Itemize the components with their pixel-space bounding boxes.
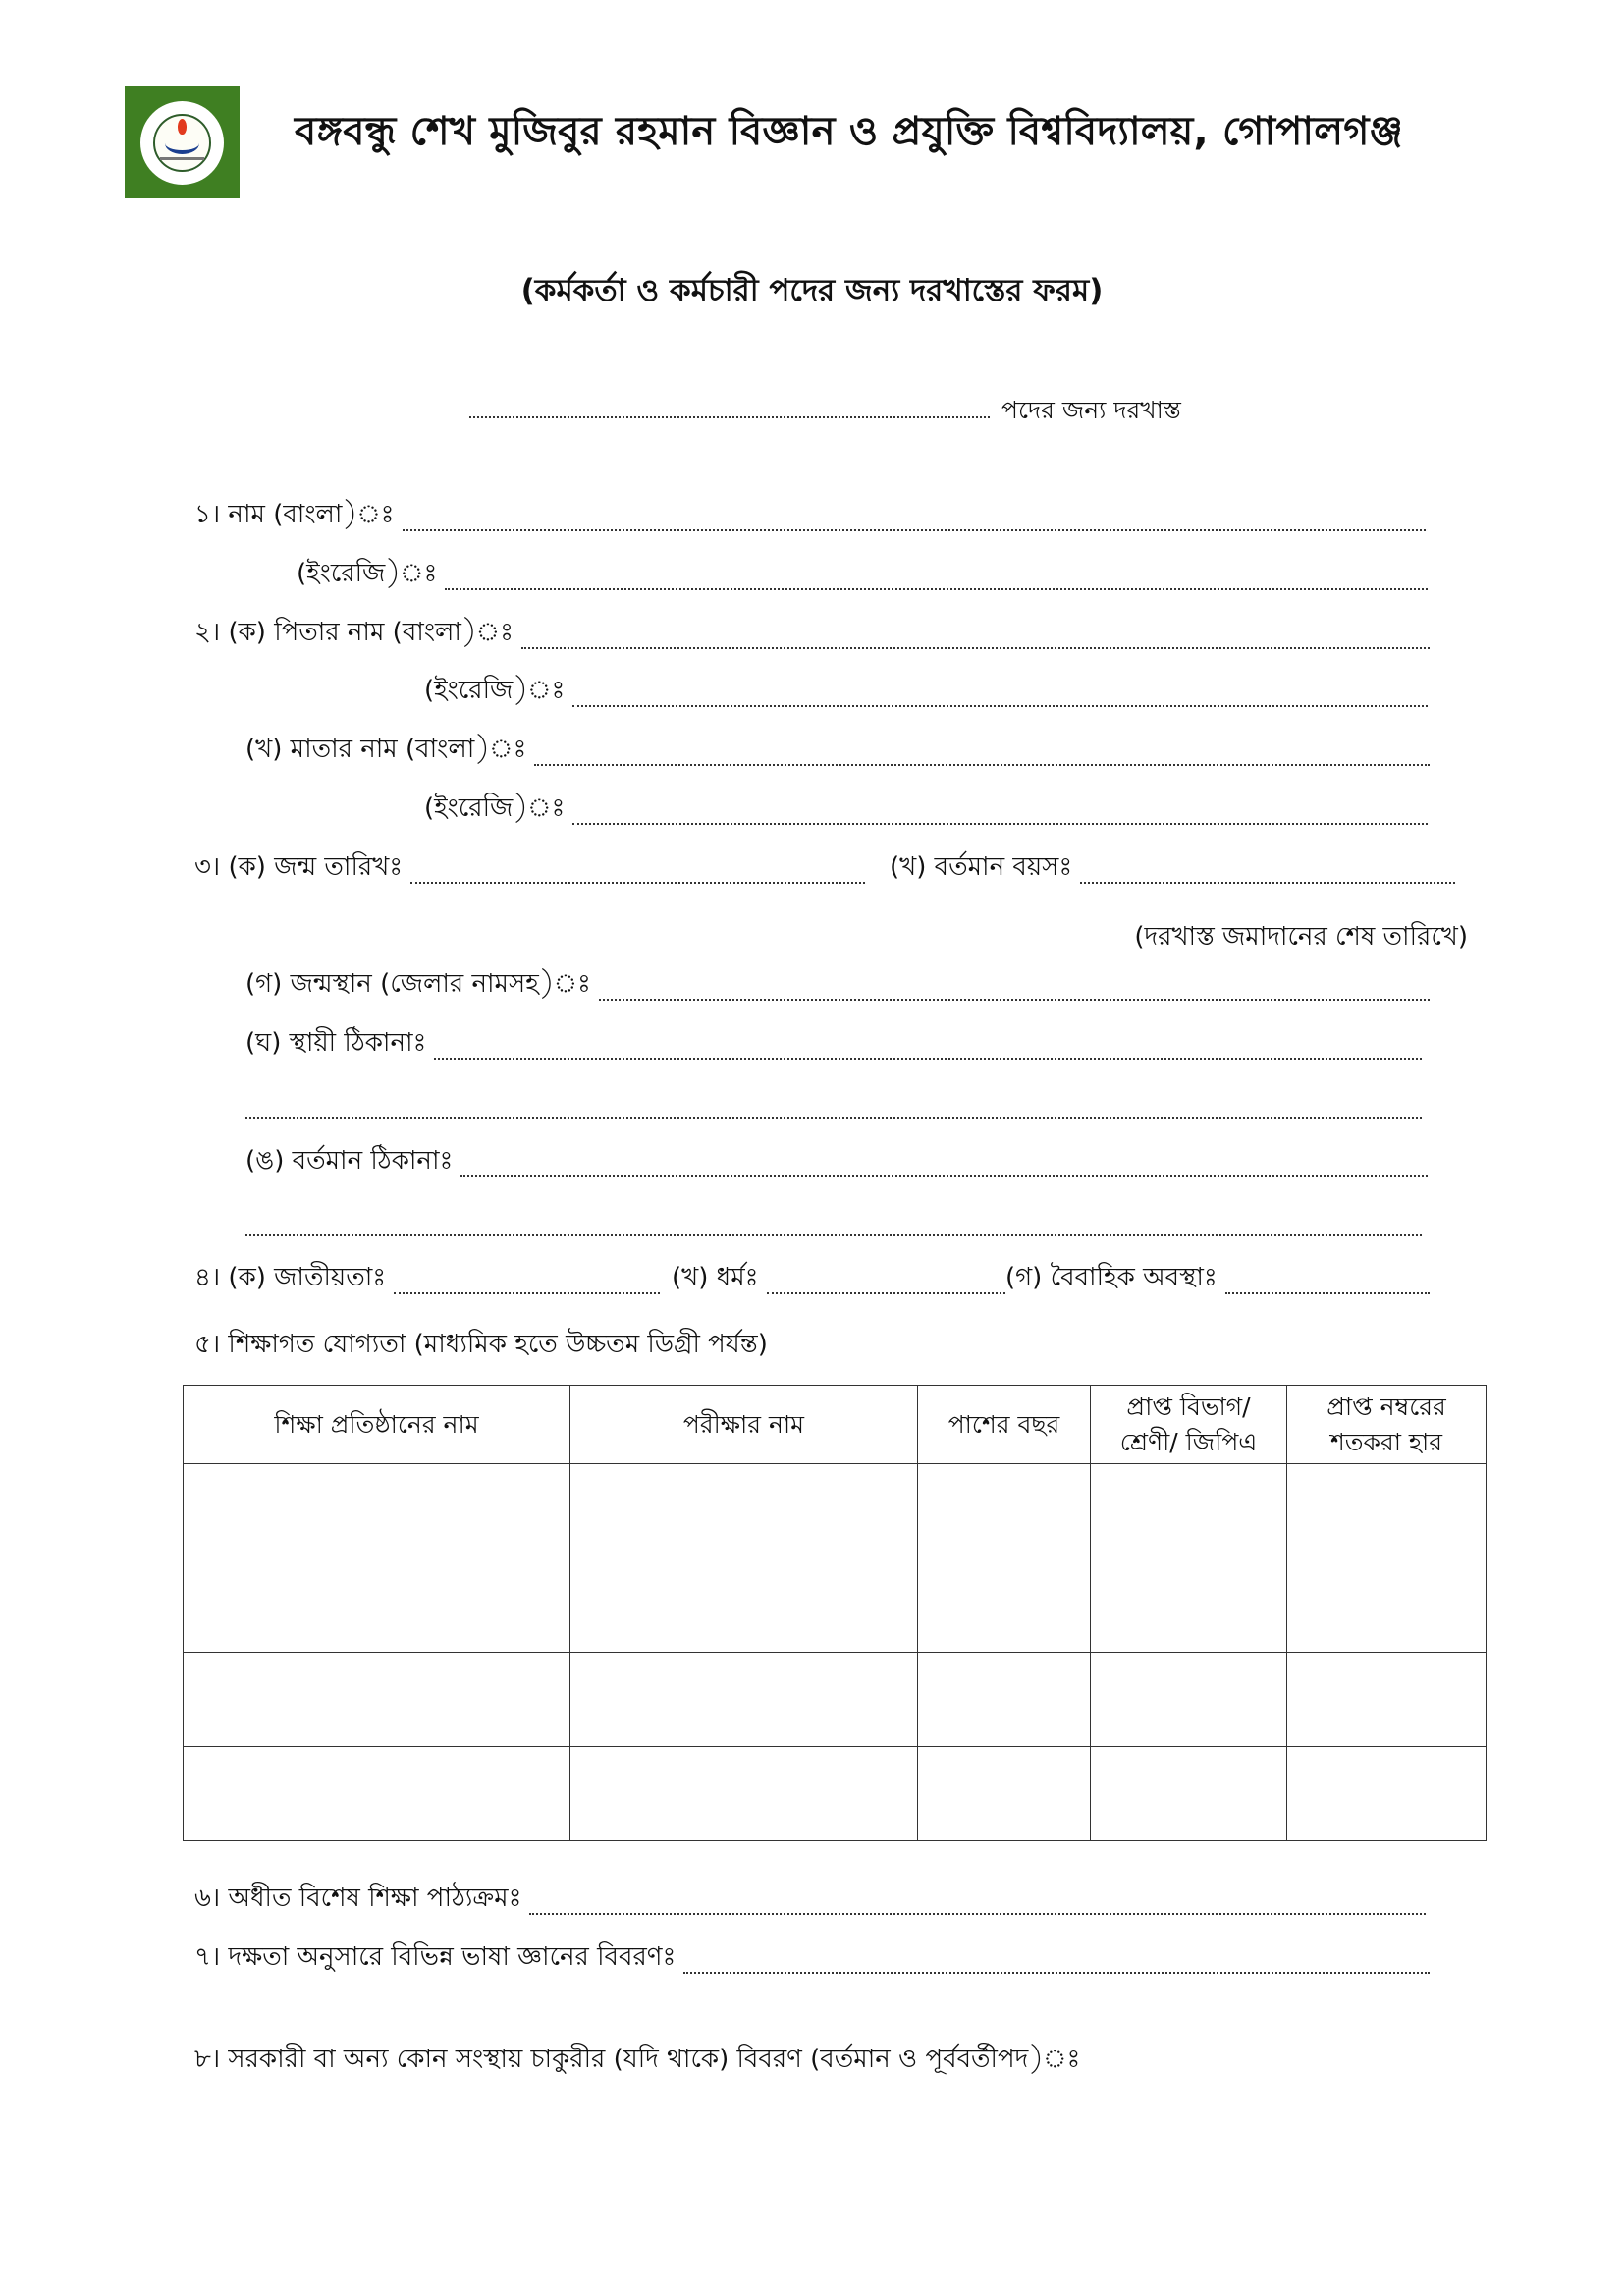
table-row [184,1653,1487,1747]
col-percent-line2: শতকরা হার [1329,1427,1443,1456]
table-cell[interactable] [570,1464,918,1558]
col-percent [1287,1386,1487,1464]
col-division-line2: শ্রেণী/ জিপিএ [1119,1427,1258,1456]
col-year: পাশের বছর [918,1386,1091,1464]
table-row [184,1464,1487,1558]
languages-field[interactable] [683,1970,1430,1974]
present-address-field-2[interactable] [245,1232,1422,1236]
father-english-field[interactable] [572,703,1428,707]
table-cell[interactable] [570,1558,918,1653]
father-bangla-row [194,618,1430,655]
birthplace-field[interactable] [599,997,1430,1001]
table-cell[interactable] [918,1653,1091,1747]
table-cell[interactable] [918,1747,1091,1841]
present-address-label: (ঙ) বর্তমান ঠিকানাঃ [245,1146,454,1175]
father-english-label: (ইংরেজি)ঃ [424,676,566,705]
table-cell[interactable] [1287,1653,1487,1747]
post-applied-line [469,391,1181,433]
mother-bangla-field[interactable] [534,762,1430,766]
father-english-row [424,676,1428,713]
table-cell[interactable] [184,1747,570,1841]
marital-label: (গ) বৈবাহিক অবস্থাঃ [1005,1263,1218,1292]
present-address-field[interactable] [460,1174,1428,1177]
marital-field[interactable] [1225,1290,1430,1294]
name-bangla-row [194,500,1426,537]
table-cell[interactable] [570,1747,918,1841]
university-name: বঙ্গবন্ধু শেখ মুজিবুর রহমান বিজ্ঞান ও প্রযুক্তি বিশ্ববিদ্যালয়, গোপালগঞ্জ [295,109,1404,154]
religion-field[interactable] [767,1290,1006,1294]
permanent-address-row-2 [245,1091,1422,1124]
col-exam: পরীক্ষার নাম [570,1386,918,1464]
table-cell[interactable] [1091,1464,1287,1558]
present-address-row-2 [245,1209,1422,1242]
present-address-row [245,1146,1428,1183]
languages-label: ৭। দক্ষতা অনুসারে বিভিন্ন ভাষা জ্ঞানের বিবরণঃ [194,1942,677,1972]
age-label: (খ) বর্তমান বয়সঃ [890,852,1073,882]
nationality-field[interactable] [394,1290,660,1294]
special-training-label: ৬। অধীত বিশেষ শিক্ষা পাঠ্যক্রমঃ [194,1884,522,1913]
form-title: (কর্মকর্তা ও কর্মচারী পদের জন্য দরখাস্তের ফরম) [520,273,1104,308]
education-table [183,1385,1487,1841]
marital-row [1005,1263,1430,1300]
table-row [184,1558,1487,1653]
name-english-label: (ইংরেজি)ঃ [297,559,438,588]
table-cell[interactable] [1287,1747,1487,1841]
table-cell[interactable] [1091,1747,1287,1841]
age-field[interactable] [1080,880,1455,884]
name-bangla-label: ১। নাম (বাংলা)ঃ [194,500,395,529]
permanent-address-field-2[interactable] [245,1115,1422,1119]
permanent-address-field[interactable] [434,1056,1422,1060]
permanent-address-row [245,1028,1422,1066]
birthplace-label: (গ) জন্মস্থান (জেলার নামসহ)ঃ [245,969,591,999]
birthplace-row [245,969,1430,1007]
table-cell[interactable] [1091,1653,1287,1747]
col-institution: শিক্ষা প্রতিষ্ঠানের নাম [184,1386,570,1464]
mother-bangla-row [245,735,1430,772]
col-division-line1: প্রাপ্ত বিভাগ/ [1126,1392,1251,1421]
dob-row [194,852,865,890]
table-cell[interactable] [1287,1464,1487,1558]
mother-english-row [424,793,1428,831]
table-cell[interactable] [184,1653,570,1747]
table-row [184,1747,1487,1841]
special-training-field[interactable] [529,1911,1426,1915]
nationality-row [194,1263,660,1300]
col-division [1091,1386,1287,1464]
table-cell[interactable] [570,1653,918,1747]
mother-bangla-label: (খ) মাতার নাম (বাংলা)ঃ [245,735,527,764]
col-percent-line1: প্রাপ্ত নম্বরের [1326,1392,1446,1421]
post-suffix-label: পদের জন্য দরখাস্ত [1001,396,1181,424]
father-bangla-field[interactable] [521,645,1430,649]
special-training-row [194,1884,1426,1921]
education-table-header [184,1386,1487,1464]
dob-label: ৩। (ক) জন্ম তারিখঃ [194,852,404,882]
permanent-address-label: (ঘ) স্থায়ী ঠিকানাঃ [245,1028,427,1058]
table-cell[interactable] [184,1464,570,1558]
table-cell[interactable] [1091,1558,1287,1653]
table-cell[interactable] [918,1464,1091,1558]
mother-english-field[interactable] [572,821,1428,825]
post-name-field[interactable] [469,395,990,418]
languages-row [194,1942,1430,1980]
employment-heading: ৮। সরকারী বা অন্য কোন সংস্থায় চাকুরীর (যদি থাকে) বিবরণ (বর্তমান ও পূর্ববর্তীপদ)ঃ [194,2045,1081,2074]
religion-row [672,1263,1005,1300]
table-cell[interactable] [1287,1558,1487,1653]
age-row [890,852,1455,890]
name-english-row [297,559,1428,596]
mother-english-label: (ইংরেজি)ঃ [424,793,566,823]
table-cell[interactable] [184,1558,570,1653]
name-bangla-field[interactable] [403,527,1426,531]
age-note: (দরখাস্ত জমাদানের শেষ তারিখে) [1134,922,1468,952]
university-seal-icon [125,86,240,198]
name-english-field[interactable] [445,586,1428,590]
education-heading: ৫। শিক্ষাগত যোগ্যতা (মাধ্যমিক হতে উচ্চতম ডিগ্রী পর্যন্ত) [194,1330,768,1359]
nationality-label: ৪। (ক) জাতীয়তাঃ [194,1263,387,1292]
religion-label: (খ) ধর্মঃ [672,1263,759,1292]
dob-field[interactable] [410,880,865,884]
father-bangla-label: ২। (ক) পিতার নাম (বাংলা)ঃ [194,618,514,647]
table-cell[interactable] [918,1558,1091,1653]
